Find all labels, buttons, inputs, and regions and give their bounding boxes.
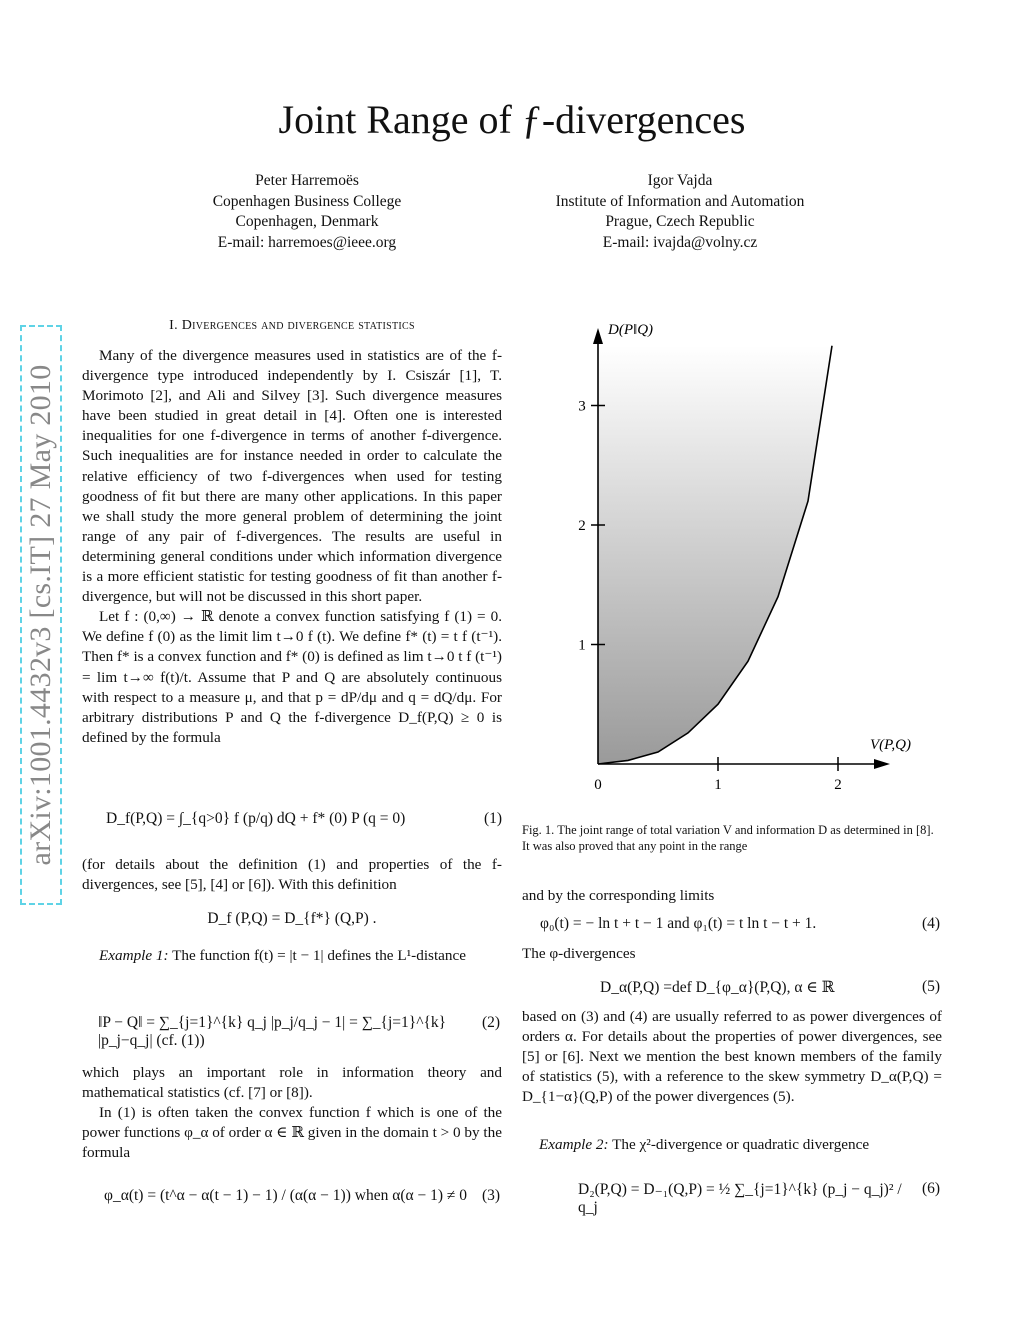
- author-name: Peter Harremoës: [255, 172, 359, 189]
- y-tick-label: 3: [578, 398, 586, 415]
- author-location: Prague, Czech Republic: [605, 213, 755, 230]
- left-column-lower: [82, 1063, 502, 1163]
- author-location: Copenhagen, Denmark: [235, 213, 379, 230]
- author-block-2: [520, 171, 840, 253]
- equation-number: (6): [922, 1180, 941, 1197]
- author-name: Igor Vajda: [647, 172, 713, 189]
- y-tick-label: 1: [578, 637, 586, 654]
- equation-number: (3): [482, 1187, 501, 1204]
- example-2: [522, 1135, 942, 1155]
- y-axis-arrow: [593, 328, 603, 344]
- joint-range-region: [598, 346, 832, 764]
- joint-range-figure: [560, 312, 940, 802]
- equation-1: D_f(P,Q) = ∫_{q>0} f (p/q) dQ + f* (0) P (q = 0): [106, 810, 406, 827]
- section-title: Divergences and divergence statistics: [181, 318, 415, 333]
- paragraph: based on (3) and (4) are usually referred to as power divergences of orders α. For details about the properties of power divergences, see [5] or [6]. Next we mention the best known members of the family of statistics (5), with a reference to the skew symmetry D_α(P,Q) = D_{1−α}(Q,P) of the power divergences (5).: [522, 1008, 942, 1106]
- example-label: Example 1:: [99, 947, 169, 964]
- equation-3: φ_α(t) = (t^α − α(t − 1) − 1) / (α(α − 1)) when α(α − 1) ≠ 0: [104, 1187, 468, 1204]
- equation-number: (4): [922, 915, 941, 932]
- author-affiliation: Copenhagen Business College: [212, 192, 402, 210]
- equation-6: D₂(P,Q) = D₋₁(Q,P) = ½ ∑_{j=1}^{k} (p_j − q_j)² / q_j: [578, 1181, 902, 1216]
- equation-2: ‖P − Q‖ = ∑_{j=1}^{k} q_j |p_j/q_j − 1| = ∑_{j=1}^{k} |p_j−q_j| (cf. (1)): [98, 1014, 447, 1049]
- author-email: E-mail: ivajda@volny.cz: [602, 233, 758, 251]
- equation-number: (1): [484, 810, 503, 827]
- paragraph: which plays an important role in information theory and mathematical statistics (cf. [7] or [8]).: [82, 1064, 502, 1102]
- equation-symmetry: D_f (P,Q) = D_{f*} (Q,P) .: [207, 910, 377, 927]
- example-1: [82, 946, 502, 966]
- paragraph: The φ-divergences: [522, 945, 636, 962]
- equation-5: D_α(P,Q) =def D_{φ_α}(P,Q), α ∈ ℝ: [600, 979, 835, 996]
- example-text: The function f(t) = |t − 1| defines the L¹-distance: [172, 947, 466, 964]
- equation-4: φ₀(t) = − ln t + t − 1 and φ₁(t) = t ln t − t + 1.: [540, 915, 817, 932]
- figure-caption: Fig. 1. The joint range of total variation V and information D as determined in [8]. It was also proved that any point in the range: [522, 823, 934, 853]
- example-label: Example 2:: [539, 1136, 609, 1153]
- section-heading: [82, 318, 502, 334]
- arxiv-stamp-text: arXiv:1001.4432v3 [cs.IT] 27 May 2010: [24, 364, 57, 866]
- paragraph: (for details about the definition (1) and properties of the f-divergences, see [5], [4] or [6]). With this definition: [82, 856, 502, 894]
- paragraph: Let f : (0,∞) → ℝ denote a convex function satisfying f (1) = 0. We define f (0) as the limit lim t→0 f (t). We define f* (t) = t f (t⁻¹). Then f* is a convex function and f* (0) is defined as lim t→0 t f (t⁻¹) = lim t→∞ f(t)/t. Assume that P and Q are absolutely continuous with respect to a measure μ, and that p = dP/dμ and q = dQ/dμ. For arbitrary distributions P and Q the f-divergence D_f(P,Q) ≥ 0 is defined by the formula: [82, 608, 502, 746]
- x-tick-label: 2: [834, 777, 842, 793]
- x-axis-label: V(P,Q): [870, 737, 911, 753]
- x-tick-label: 0: [594, 777, 602, 793]
- author-email: E-mail: harremoes@ieee.org: [217, 233, 397, 251]
- author-block-1: [157, 171, 457, 253]
- y-axis-label: D(P‖Q): [608, 322, 654, 338]
- y-tick-label: 2: [578, 518, 586, 534]
- left-column: [82, 346, 502, 748]
- author-affiliation: Institute of Information and Automation: [555, 192, 805, 210]
- paragraph: In (1) is often taken the convex function f which is one of the power functions φ_α of order α ∈ ℝ given in the domain t > 0 by the formula: [82, 1104, 502, 1162]
- x-tick-label: 1: [714, 777, 722, 793]
- example-text: The χ²-divergence or quadratic divergence: [612, 1136, 870, 1153]
- arxiv-stamp[interactable]: [20, 325, 62, 905]
- equation-number: (5): [922, 978, 941, 995]
- section-number: I.: [169, 318, 178, 333]
- paragraph: Many of the divergence measures used in statistics are of the f-divergence type introduced independently by I. Csiszár [1], T. Morimoto [2], and Ali and Silvey [3]. Such divergence measures have been studied in great detail in [4]. Often one is interested inequalities for one f-divergence in terms of another f-divergence. Such inequalities are for instance needed in order to calculate the relative efficiency of two f-divergences when used for testing goodness of fit but there are many other applications. In this paper we shall study the more general problem of determining the joint range of any pair of f-divergences. The results are useful in determining general conditions under which information divergence is a more efficient statistic for testing goodness of fit than another f-divergence, but will not be discussed in this short paper.: [82, 347, 502, 606]
- equation-number: (2): [482, 1014, 501, 1031]
- paper-title: Joint Range of ƒ-divergences: [278, 97, 746, 142]
- paragraph: and by the corresponding limits: [522, 887, 715, 904]
- x-axis-arrow: [874, 759, 890, 769]
